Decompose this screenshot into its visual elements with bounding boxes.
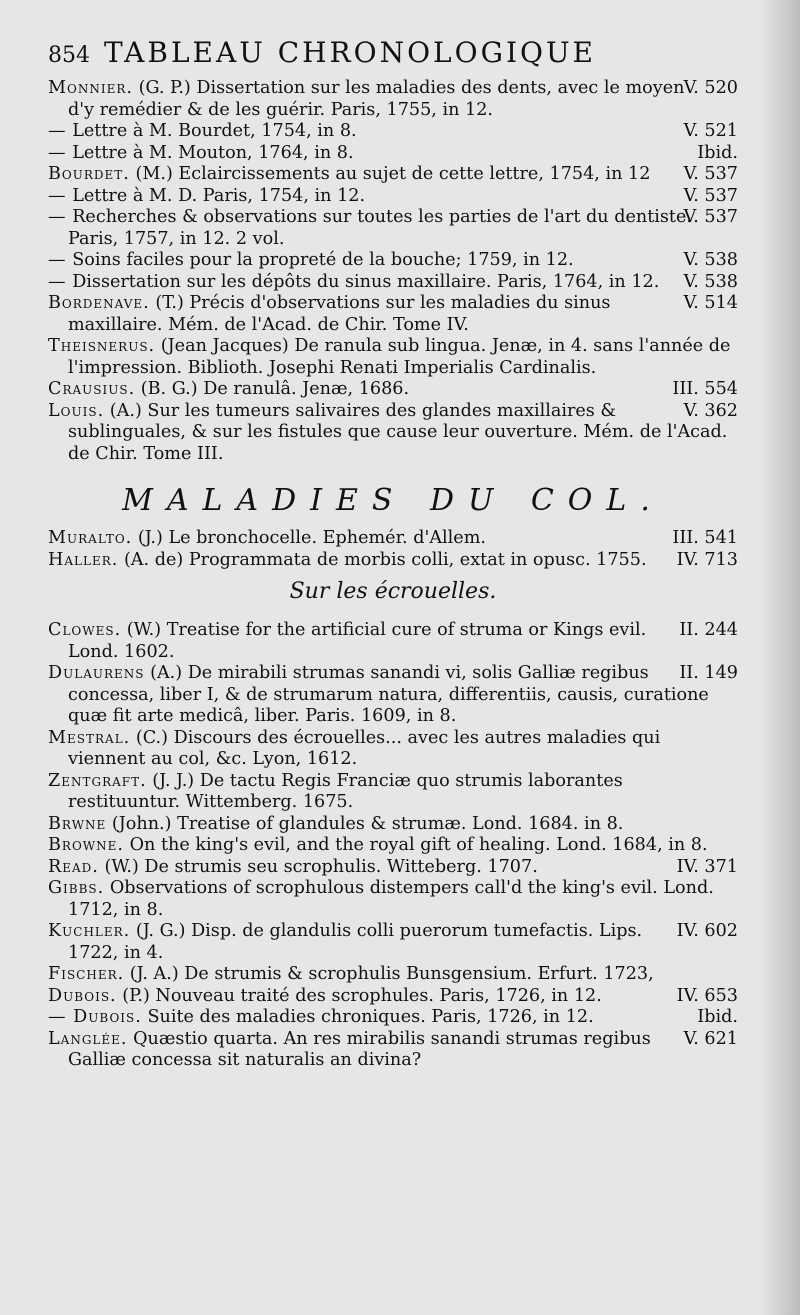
entry-reference: II. 244 <box>679 620 738 640</box>
bibliography-entry <box>48 771 738 814</box>
entry-author: Louis. <box>48 400 105 421</box>
entry-text: (J.) Le bronchocelle. Ephemér. d'Allem. <box>137 528 486 548</box>
entry-reference: IV. 602 <box>676 921 738 941</box>
bibliography-entry <box>48 78 738 121</box>
entry-text: Observations of scrophulous distempers call'd the king's evil. Lond. 1712, in 8. <box>68 878 714 920</box>
bibliography-entry <box>48 528 738 550</box>
entry-author: Monnier. <box>48 78 133 98</box>
entry-reference: V. 514 <box>683 293 738 313</box>
running-title: TABLEAU CHRONOLOGIQUE <box>104 36 596 69</box>
entry-reference: V. 362 <box>683 400 738 421</box>
entry-reference: III. 541 <box>672 528 738 548</box>
bibliography-entry <box>48 1007 738 1029</box>
entry-author: Browne. <box>48 835 124 855</box>
entry-text: Lettre à M. Bourdet, 1754, in 8. <box>72 121 357 141</box>
entry-author: — <box>48 121 67 141</box>
entry-author: Gibbs. <box>48 878 105 898</box>
entry-author: Bordenave. <box>48 293 150 313</box>
entry-text: (J. J.) De tactu Regis Franciæ quo strumis laborantes restituuntur. Wittemberg. 1675. <box>68 770 623 812</box>
entry-author: — <box>48 250 67 270</box>
entry-reference: IV. 653 <box>676 985 738 1006</box>
bibliography-entry <box>48 550 738 572</box>
entry-author: Zentgraft. <box>48 770 147 791</box>
entry-reference: III. 554 <box>672 379 738 399</box>
bibliography-entry <box>48 207 738 250</box>
entry-author: Kuchler. <box>48 921 131 941</box>
entry-text: (A.) Sur les tumeurs salivaires des glandes maxillaires & sublinguales, & sur les fistules que cause leur ouverture. Mém. de l'Acad. de Chir. Tome III. <box>68 400 728 464</box>
entry-author: Crausius. <box>48 379 136 399</box>
entry-reference: V. 538 <box>683 250 738 270</box>
bibliography-entry <box>48 728 738 771</box>
bibliography-entry <box>48 986 738 1008</box>
entry-text: (B. G.) De ranulâ. Jenæ, 1686. <box>140 379 410 399</box>
entry-reference: Ibid. <box>697 142 738 163</box>
entry-text: Recherches & observations sur toutes les parties de l'art du dentiste. Paris, 1757, in 12. 2 vol. <box>68 207 692 249</box>
entry-list-teeth <box>48 78 738 465</box>
entry-text: Lettre à M. Mouton, 1764, in 8. <box>72 142 354 163</box>
page-gutter-shadow <box>760 0 800 1315</box>
section-title: MALADIES DU COL. <box>122 483 664 518</box>
bibliography-entry <box>48 921 738 964</box>
bibliography-entry <box>48 663 738 728</box>
entry-author: Dulaurens <box>48 663 145 683</box>
entry-author: Haller. <box>48 549 119 570</box>
entry-text: (W.) De strumis seu scrophulis. Witteberg. 1707. <box>104 856 538 877</box>
entry-reference: IV. 371 <box>676 856 738 877</box>
entry-text: (A. de) Programmata de morbis colli, extat in opusc. 1755. <box>123 549 647 570</box>
entry-author: Read. <box>48 856 99 877</box>
entry-text: (W.) Treatise for the artificial cure of struma or Kings evil. Lond. 1602. <box>68 620 647 662</box>
running-header <box>48 36 738 78</box>
entry-author: Clowes. <box>48 620 122 640</box>
entry-reference: Ibid. <box>697 1007 738 1027</box>
entry-reference: V. 537 <box>683 207 738 227</box>
entry-text: Lettre à M. D. Paris, 1754, in 12. <box>72 185 366 206</box>
entry-author: — <box>48 271 67 292</box>
entry-author: Dubois. <box>48 985 117 1006</box>
bibliography-entry <box>48 121 738 143</box>
entry-author: — <box>48 185 67 206</box>
entry-author: — <box>48 142 67 163</box>
entry-author: Brwne <box>48 813 107 834</box>
entry-author: Langlée. <box>48 1028 128 1049</box>
bibliography-entry <box>48 835 738 857</box>
entry-text: (G. P.) Dissertation sur les maladies des dents, avec le moyen d'y remédier & de les guérir. Paris, 1755, in 12. <box>68 78 685 120</box>
bibliography-entry <box>48 401 738 466</box>
bibliography-entry <box>48 272 738 294</box>
entry-text: Quæstio quarta. An res mirabilis sanandi strumas regibus Galliæ concessa sit naturalis an divina? <box>68 1028 651 1070</box>
entry-reference: V. 521 <box>683 121 738 141</box>
bibliography-entry <box>48 857 738 879</box>
entry-reference: IV. 713 <box>676 549 738 570</box>
entry-text: Dissertation sur les dépôts du sinus maxillaire. Paris, 1764, in 12. <box>72 271 660 292</box>
page-number: 854 <box>48 43 90 68</box>
entry-text: (T.) Précis d'observations sur les maladies du sinus maxillaire. Mém. de l'Acad. de Chir. Tome IV. <box>68 293 611 335</box>
entry-text: Suite des maladies chroniques. Paris, 1726, in 12. <box>147 1007 594 1027</box>
entry-reference: V. 537 <box>683 164 738 184</box>
entry-author: Theisnerus. <box>48 336 156 356</box>
entry-author: Mestral. <box>48 727 131 748</box>
entry-list-neck <box>48 528 738 571</box>
bibliography-entry <box>48 186 738 208</box>
entry-author: Fischer. <box>48 964 125 984</box>
entry-text: (J. G.) Disp. de glandulis colli puerorum tumefactis. Lips. 1722, in 4. <box>68 921 643 963</box>
entry-text: Soins faciles pour la propreté de la bouche; 1759, in 12. <box>72 250 574 270</box>
entry-reference: V. 621 <box>683 1028 738 1049</box>
bibliography-entry <box>48 620 738 663</box>
entry-reference: V. 538 <box>683 271 738 292</box>
bibliography-entry <box>48 250 738 272</box>
entry-text: (Jean Jacques) De ranula sub lingua. Jenæ, in 4. sans l'année de l'impression. Biblioth. Josephi Renati Imperialis Cardinalis. <box>68 336 731 378</box>
bibliography-entry <box>48 293 738 336</box>
page-content <box>48 36 738 1072</box>
entry-author: Bourdet. <box>48 164 130 184</box>
entry-list-scrofula <box>48 620 738 1072</box>
entry-text: (John.) Treatise of glandules & strumæ. Lond. 1684. in 8. <box>111 813 624 834</box>
entry-reference: V. 537 <box>683 185 738 206</box>
subsection-title: Sur les écrouelles. <box>289 579 497 604</box>
bibliography-entry <box>48 164 738 186</box>
entry-author: — Dubois. <box>48 1007 142 1027</box>
bibliography-entry <box>48 336 738 379</box>
bibliography-entry <box>48 878 738 921</box>
entry-text: On the king's evil, and the royal gift of healing. Lond. 1684, in 8. <box>129 835 708 855</box>
entry-reference: II. 149 <box>679 663 738 683</box>
entry-text: (P.) Nouveau traité des scrophules. Paris, 1726, in 12. <box>122 985 602 1006</box>
entry-text: (J. A.) De strumis & scrophulis Bunsgensium. Erfurt. 1723, <box>129 964 654 984</box>
bibliography-entry <box>48 814 738 836</box>
entry-author: Muralto. <box>48 528 133 548</box>
bibliography-entry <box>48 1029 738 1072</box>
bibliography-entry <box>48 379 738 401</box>
bibliography-entry <box>48 143 738 165</box>
entry-text: (M.) Eclaircissements au sujet de cette lettre, 1754, in 12 <box>135 164 651 184</box>
entry-author: — <box>48 207 67 227</box>
bibliography-entry <box>48 964 738 986</box>
entry-text: (A.) De mirabili strumas sanandi vi, solis Galliæ regibus concessa, liber I, & de strumarum natura, differentiis, causis, curatione quæ fit arte medicâ, liber. Paris. 1609, in 8. <box>68 663 709 726</box>
entry-text: (C.) Discours des écrouelles... avec les autres maladies qui viennent au col, &c. Lyon, 1612. <box>68 727 661 769</box>
entry-reference: V. 520 <box>683 78 738 98</box>
